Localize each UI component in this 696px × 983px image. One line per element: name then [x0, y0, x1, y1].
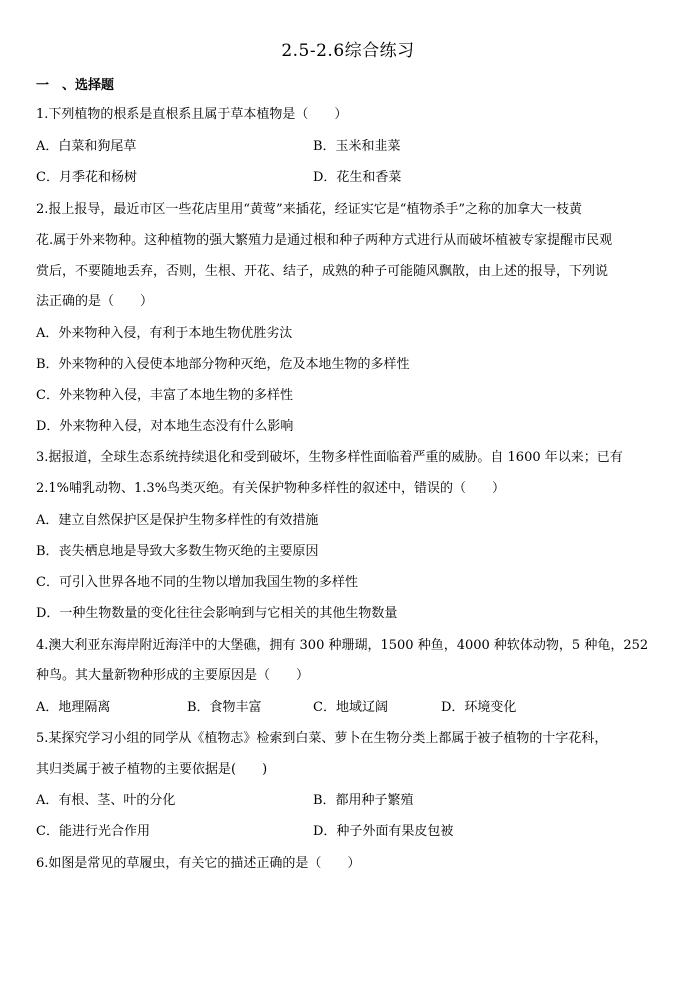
question-5-option-c: C．能进行光合作用 — [36, 824, 150, 839]
question-5-option-d: D．种子外面有果皮包被 — [313, 824, 454, 839]
question-5-stem-line-2: 其归类属于被子植物的主要依据是( ) — [36, 762, 268, 777]
question-3-option-a: A．建立自然保护区是保护生物多样性的有效措施 — [36, 513, 319, 528]
question-3-stem-line-1: 3.据报道，全球生态系统持续退化和受到破坏，生物多样性面临着严重的威胁。自 1600 年以来；已有 — [36, 450, 623, 465]
question-2-option-b: B．外来物种的入侵使本地部分物种灭绝，危及本地生物的多样性 — [36, 357, 410, 372]
question-2-stem-line-2: 花.属于外来物种。这种植物的强大繁殖力是通过根和种子两种方式进行从而破坏植被专家提醒市民观 — [36, 233, 613, 248]
question-5-option-a: A．有根、茎、叶的分化 — [36, 793, 176, 808]
question-2-stem-line-1: 2.报上报导，最近市区一些花店里用“黄莺”来插花，经证实它是“植物杀手”之称的加拿大一枝黄 — [36, 202, 582, 217]
question-5-stem-line-1: 5.某探究学习小组的同学从《植物志》检索到白菜、萝卜在生物分类上都属于被子植物的十字花科， — [36, 731, 608, 746]
question-4-option-c: C．地域辽阔 — [313, 700, 388, 715]
question-2-stem-line-4: 法正确的是（ ） — [36, 294, 154, 309]
question-2-option-a: A．外来物种入侵，有利于本地生物优胜劣汰 — [36, 326, 293, 341]
question-1-stem: 1.下列植物的根系是直根系且属于草本植物是（ ） — [36, 107, 348, 122]
page-title: 2.5-2.6综合练习 — [281, 41, 415, 61]
question-4-stem-line-1: 4.澳大利亚东海岸附近海洋中的大堡礁，拥有 300 种珊瑚，1500 种鱼，4000 种软体动物，5 种龟，252 — [36, 638, 649, 653]
question-6-stem: 6.如图是常见的草履虫，有关它的描述正确的是（ ） — [36, 856, 361, 871]
section-heading: 一 、选择题 — [36, 78, 115, 93]
question-2-option-c: C．外来物种入侵，丰富了本地生物的多样性 — [36, 388, 293, 403]
question-3-option-c: C．可引入世界各地不同的生物以增加我国生物的多样性 — [36, 575, 358, 590]
question-2-stem-line-3: 赏后，不要随地丢弃，否则，生根、开花、结子，成熟的种子可能随风飘散，由上述的报导，下列说 — [36, 264, 609, 279]
question-1-option-a: A．白菜和狗尾草 — [36, 139, 137, 154]
question-5-option-b: B．都用种子繁殖 — [313, 793, 414, 808]
question-4-option-d: D．环境变化 — [441, 700, 517, 715]
question-4-stem-line-2: 种鸟。其大量新物种形成的主要原因是（ ） — [36, 668, 310, 683]
question-1-option-c: C．月季花和杨树 — [36, 170, 137, 185]
question-3-option-b: B．丧失栖息地是导致大多数生物灭绝的主要原因 — [36, 544, 319, 559]
question-2-option-d: D．外来物种入侵，对本地生态没有什么影响 — [36, 419, 294, 434]
question-1-option-b: B．玉米和韭菜 — [313, 139, 401, 154]
question-4-option-a: A．地理隔离 — [36, 700, 111, 715]
question-4-option-b: B．食物丰富 — [187, 700, 262, 715]
question-3-stem-line-2: 2.1%哺乳动物、1.3%鸟类灭绝。有关保护物种多样性的叙述中，错误的（ ） — [36, 481, 506, 496]
question-3-option-d: D．一种生物数量的变化往往会影响到与它相关的其他生物数量 — [36, 606, 398, 621]
question-1-option-d: D．花生和香菜 — [313, 170, 402, 185]
